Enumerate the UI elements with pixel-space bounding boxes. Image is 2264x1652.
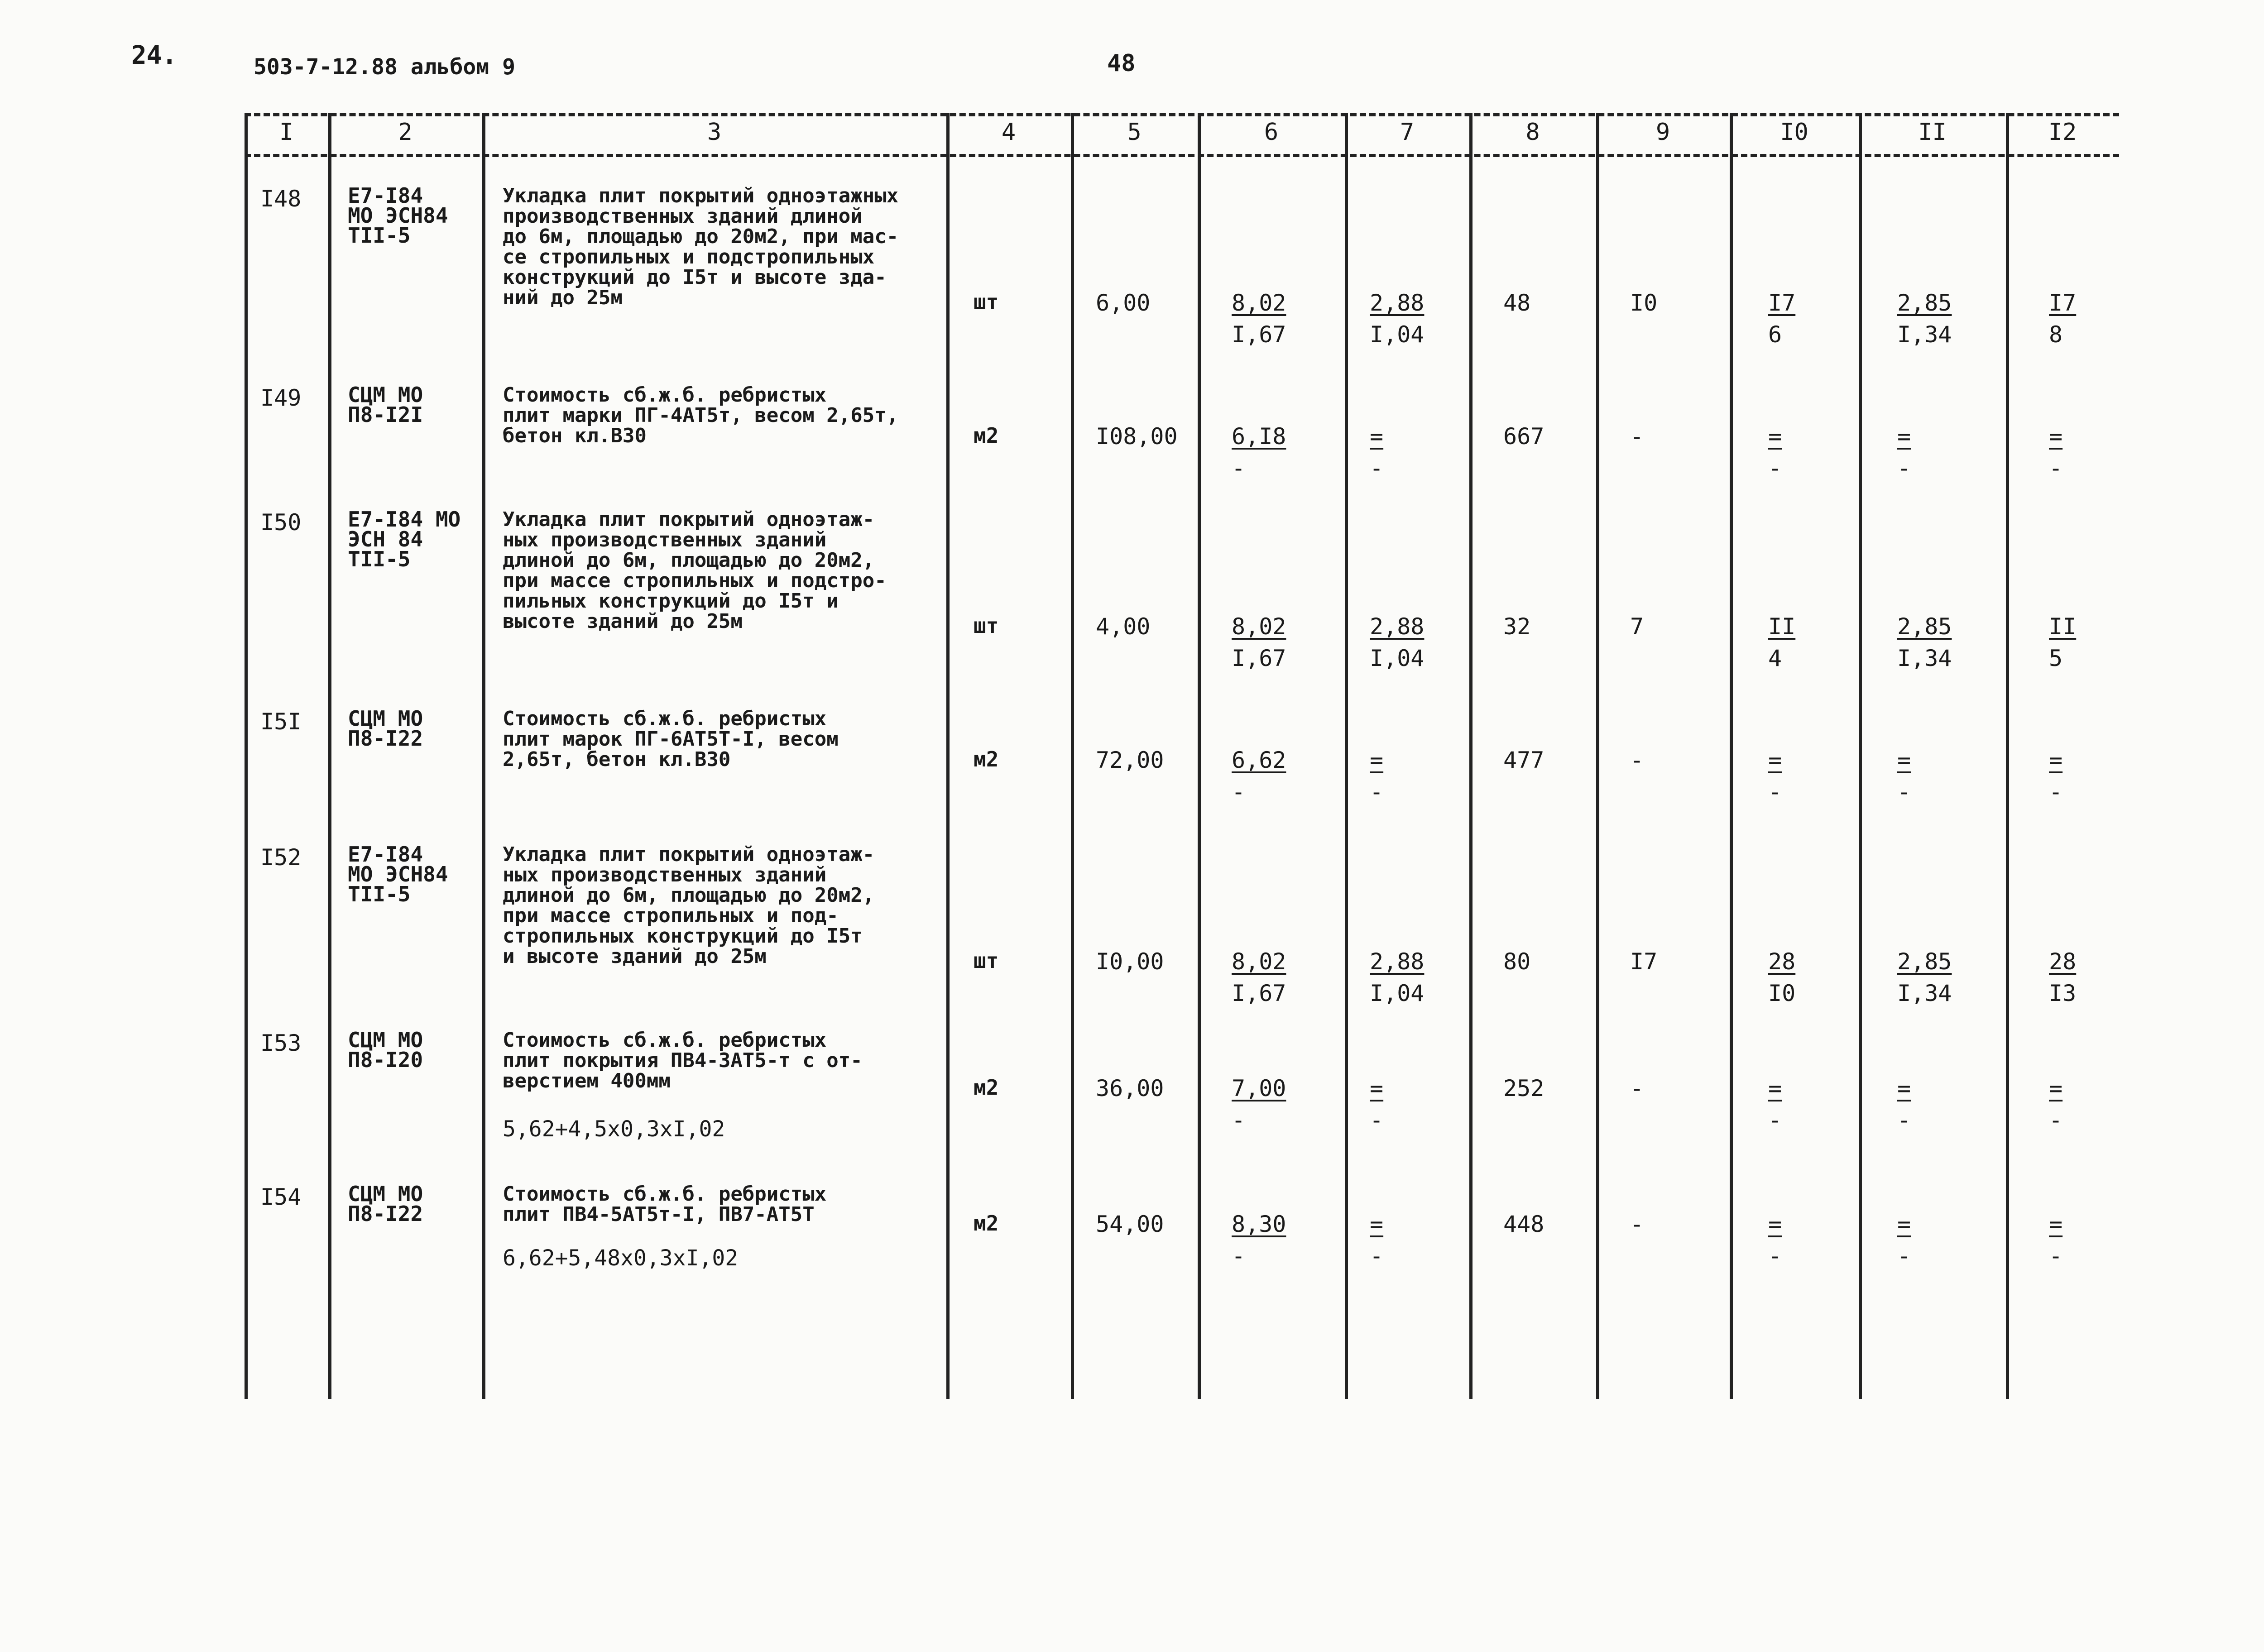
fraction-denominator: -: [1370, 455, 1384, 481]
fraction-c6: [1232, 1208, 1286, 1272]
column-8-value: 448: [1503, 1211, 1545, 1237]
column-number: 4: [1001, 119, 1016, 146]
column-rule: [1469, 113, 1473, 1399]
fraction-numerator: =: [1768, 747, 1782, 773]
norm-code: Е7-I84 МО ЭСН84 ТII-5: [348, 183, 448, 248]
fraction-numerator: =: [2049, 423, 2063, 450]
fraction-numerator: 28: [1768, 948, 1796, 975]
row-number: I54: [260, 1184, 302, 1210]
fraction-numerator: =: [1897, 747, 1911, 773]
fraction-denominator: 4: [1768, 645, 1782, 671]
column-number: 3: [707, 119, 722, 146]
fraction-numerator: =: [2049, 1211, 2063, 1237]
column-rule: [1345, 113, 1348, 1399]
work-description: Укладка плит покрытий одноэтаж- ных производственных зданий длиной до 6м, площадью до 20м2, при массе стропильных и под- стропильных конструкций до I5т и высоте зданий до 25м: [503, 843, 875, 968]
row-number: I53: [260, 1030, 302, 1056]
fraction-c10: [1768, 611, 1795, 674]
fraction-c10: [1768, 1208, 1782, 1272]
fraction-c11: [1897, 744, 1911, 808]
fraction-denominator: -: [2049, 455, 2063, 481]
column-8-value: 32: [1503, 613, 1531, 640]
fraction-numerator: =: [1370, 1211, 1384, 1237]
fraction-c10: [1768, 287, 1795, 350]
fraction-numerator: 8,30: [1232, 1211, 1286, 1237]
fraction-c12: [2049, 611, 2076, 674]
fraction-denominator: I,67: [1232, 645, 1286, 671]
fraction-denominator: I0: [1768, 980, 1796, 1006]
fraction-denominator: I,04: [1370, 980, 1425, 1006]
quantity: 4,00: [1096, 613, 1151, 640]
column-8-value: 48: [1503, 290, 1531, 316]
fraction-c12: [2049, 946, 2076, 1009]
unit-of-measure: шт: [974, 290, 999, 314]
fraction-denominator: I,34: [1897, 645, 1952, 671]
unit-of-measure: м2: [974, 423, 999, 448]
page-number: 48: [1107, 50, 1136, 77]
fraction-c6: [1232, 946, 1286, 1009]
column-9-value: I0: [1630, 290, 1658, 316]
fraction-denominator: -: [1897, 779, 1911, 805]
row-number: I48: [260, 186, 302, 212]
fraction-c7: [1370, 1073, 1383, 1136]
fraction-c11: [1897, 287, 1952, 350]
fraction-c11: [1897, 1073, 1911, 1136]
header-rule-top: [245, 113, 2119, 116]
row-number: I52: [260, 844, 302, 871]
column-9-value: -: [1630, 747, 1644, 773]
fraction-c10: [1768, 421, 1782, 484]
fraction-numerator: =: [1370, 747, 1384, 773]
fraction-numerator: 8,02: [1232, 948, 1286, 975]
column-rule: [1596, 113, 1599, 1399]
fraction-numerator: =: [2049, 747, 2063, 773]
column-number: I0: [1780, 119, 1808, 146]
fraction-denominator: 8: [2049, 321, 2063, 348]
column-8-value: 252: [1503, 1075, 1545, 1101]
fraction-c7: [1370, 1208, 1383, 1272]
fraction-numerator: II: [1768, 613, 1796, 640]
fraction-numerator: =: [1897, 1211, 1911, 1237]
fraction-c10: [1768, 946, 1795, 1009]
fraction-numerator: =: [1768, 1211, 1782, 1237]
norm-code: Е7-I84 МО ЭСН 84 ТII-5: [348, 507, 461, 571]
quantity: 6,00: [1096, 290, 1151, 316]
quantity: 36,00: [1096, 1075, 1164, 1101]
row-number: I50: [260, 509, 302, 536]
fraction-numerator: 2,85: [1897, 948, 1952, 975]
column-number: I: [279, 119, 294, 146]
fraction-c7: [1370, 287, 1424, 350]
column-rule: [2006, 113, 2009, 1399]
fraction-denominator: -: [2049, 779, 2063, 805]
norm-code: СЦМ МО П8-I22: [348, 706, 423, 751]
column-number: 6: [1264, 119, 1279, 146]
fraction-numerator: =: [1897, 1075, 1911, 1101]
column-rule: [1198, 113, 1201, 1399]
fraction-c10: [1768, 1073, 1782, 1136]
column-rule: [1071, 113, 1074, 1399]
fraction-c10: [1768, 744, 1782, 808]
corner-number: 24.: [131, 41, 177, 70]
fraction-denominator: -: [1370, 779, 1384, 805]
fraction-numerator: =: [2049, 1075, 2063, 1101]
fraction-denominator: 6: [1768, 321, 1782, 348]
fraction-numerator: 28: [2049, 948, 2077, 975]
fraction-numerator: =: [1897, 423, 1911, 450]
quantity: 72,00: [1096, 747, 1164, 773]
fraction-c12: [2049, 1208, 2063, 1272]
fraction-c6: [1232, 1073, 1286, 1136]
fraction-denominator: -: [1768, 1107, 1782, 1133]
column-9-value: -: [1630, 423, 1644, 450]
column-rule: [1859, 113, 1862, 1399]
fraction-denominator: -: [1768, 455, 1782, 481]
norm-code: СЦМ МО П8-I20: [348, 1028, 423, 1072]
norm-code: Е7-I84 МО ЭСН84 ТII-5: [348, 842, 448, 906]
fraction-denominator: I,34: [1897, 321, 1952, 348]
fraction-numerator: I7: [1768, 290, 1796, 316]
fraction-numerator: 8,02: [1232, 613, 1286, 640]
fraction-numerator: I7: [2049, 290, 2077, 316]
fraction-denominator: -: [1232, 779, 1246, 805]
fraction-numerator: =: [1370, 423, 1384, 450]
unit-of-measure: м2: [974, 1075, 999, 1100]
column-number: 2: [398, 119, 413, 146]
fraction-numerator: 6,62: [1232, 747, 1286, 773]
quantity-formula: 5,62+4,5х0,3хI,02: [503, 1116, 725, 1142]
column-number: 7: [1400, 119, 1415, 146]
unit-of-measure: м2: [974, 747, 999, 771]
quantity: I08,00: [1096, 423, 1178, 450]
fraction-denominator: -: [1897, 455, 1911, 481]
work-description: Стоимость сб.ж.б. ребристых плит марки ПГ-4АТ5т, весом 2,65т, бетон кл.В30: [503, 383, 899, 447]
work-description: Укладка плит покрытий одноэтажных производственных зданий длиной до 6м, площадью до 20м2, при мас- се стропильных и подстропильных конструкций до I5т и высоте зда- ний до 25м: [503, 184, 899, 309]
fraction-numerator: =: [1768, 1075, 1782, 1101]
column-9-value: I7: [1630, 948, 1658, 975]
fraction-c12: [2049, 744, 2063, 808]
quantity: I0,00: [1096, 948, 1164, 975]
document-series-title: 503-7-12.88 альбом 9: [254, 54, 515, 80]
work-description: Укладка плит покрытий одноэтаж- ных производственных зданий длиной до 6м, площадью до 20м2, при массе стропильных и подстро- пильных конструкций до I5т и высоте зданий до 25м: [503, 508, 887, 633]
unit-of-measure: шт: [974, 948, 999, 973]
fraction-denominator: I,67: [1232, 980, 1286, 1006]
fraction-c6: [1232, 287, 1286, 350]
fraction-c12: [2049, 421, 2063, 484]
column-8-value: 477: [1503, 747, 1545, 773]
fraction-denominator: I,04: [1370, 645, 1425, 671]
unit-of-measure: м2: [974, 1211, 999, 1235]
norm-code: СЦМ МО П8-I2I: [348, 383, 423, 427]
fraction-c7: [1370, 421, 1383, 484]
fraction-denominator: -: [1370, 1243, 1384, 1269]
fraction-numerator: 6,I8: [1232, 423, 1286, 450]
fraction-numerator: =: [1768, 423, 1782, 450]
fraction-c7: [1370, 946, 1424, 1009]
fraction-denominator: 5: [2049, 645, 2063, 671]
norm-code: СЦМ МО П8-I22: [348, 1182, 423, 1226]
fraction-denominator: -: [1232, 1243, 1246, 1269]
fraction-denominator: -: [2049, 1107, 2063, 1133]
fraction-denominator: -: [1768, 1243, 1782, 1269]
column-8-value: 667: [1503, 423, 1545, 450]
quantity-formula: 6,62+5,48х0,3хI,02: [503, 1245, 739, 1271]
fraction-denominator: -: [1768, 779, 1782, 805]
column-rule: [245, 113, 248, 1399]
column-rule: [328, 113, 331, 1399]
fraction-denominator: I3: [2049, 980, 2077, 1006]
work-description: Стоимость сб.ж.б. ребристых плит марок ПГ-6АТ5Т-I, весом 2,65т, бетон кл.В30: [503, 707, 839, 771]
column-number: 5: [1127, 119, 1142, 146]
fraction-numerator: II: [2049, 613, 2077, 640]
column-rule: [946, 113, 950, 1399]
column-rule: [482, 113, 485, 1399]
fraction-denominator: -: [2049, 1243, 2063, 1269]
fraction-c6: [1232, 611, 1286, 674]
fraction-numerator: 7,00: [1232, 1075, 1286, 1101]
fraction-c12: [2049, 287, 2076, 350]
fraction-c11: [1897, 611, 1952, 674]
fraction-numerator: 2,85: [1897, 613, 1952, 640]
fraction-c11: [1897, 1208, 1911, 1272]
fraction-c11: [1897, 421, 1911, 484]
fraction-numerator: 2,88: [1370, 948, 1425, 975]
fraction-numerator: 8,02: [1232, 290, 1286, 316]
fraction-numerator: 2,88: [1370, 290, 1425, 316]
column-8-value: 80: [1503, 948, 1531, 975]
column-9-value: -: [1630, 1211, 1644, 1237]
header-rule-bottom: [245, 154, 2119, 157]
fraction-numerator: =: [1370, 1075, 1384, 1101]
fraction-c6: [1232, 744, 1286, 808]
fraction-denominator: -: [1370, 1107, 1384, 1133]
column-number: 9: [1655, 119, 1670, 146]
work-description: Стоимость сб.ж.б. ребристых плит ПВ4-5АТ5т-I, ПВ7-АТ5Т: [503, 1183, 827, 1226]
fraction-denominator: -: [1897, 1243, 1911, 1269]
fraction-numerator: 2,88: [1370, 613, 1425, 640]
row-number: I5I: [260, 709, 302, 735]
fraction-denominator: I,67: [1232, 321, 1286, 348]
row-number: I49: [260, 385, 302, 411]
fraction-c7: [1370, 744, 1383, 808]
column-number: II: [1918, 119, 1947, 146]
column-number: I2: [2048, 119, 2077, 146]
fraction-denominator: -: [1897, 1107, 1911, 1133]
column-9-value: -: [1630, 1075, 1644, 1101]
fraction-c11: [1897, 946, 1952, 1009]
fraction-denominator: I,04: [1370, 321, 1425, 348]
quantity: 54,00: [1096, 1211, 1164, 1237]
work-description: Стоимость сб.ж.б. ребристых плит покрытия ПВ4-ЗАТ5-т с от- верстием 400мм: [503, 1029, 863, 1092]
column-9-value: 7: [1630, 613, 1644, 640]
fraction-denominator: -: [1232, 1107, 1246, 1133]
fraction-numerator: 2,85: [1897, 290, 1952, 316]
fraction-c6: [1232, 421, 1286, 484]
fraction-denominator: -: [1232, 455, 1246, 481]
column-number: 8: [1525, 119, 1540, 146]
fraction-denominator: I,34: [1897, 980, 1952, 1006]
column-rule: [1730, 113, 1733, 1399]
unit-of-measure: шт: [974, 613, 999, 638]
fraction-c12: [2049, 1073, 2063, 1136]
fraction-c7: [1370, 611, 1424, 674]
